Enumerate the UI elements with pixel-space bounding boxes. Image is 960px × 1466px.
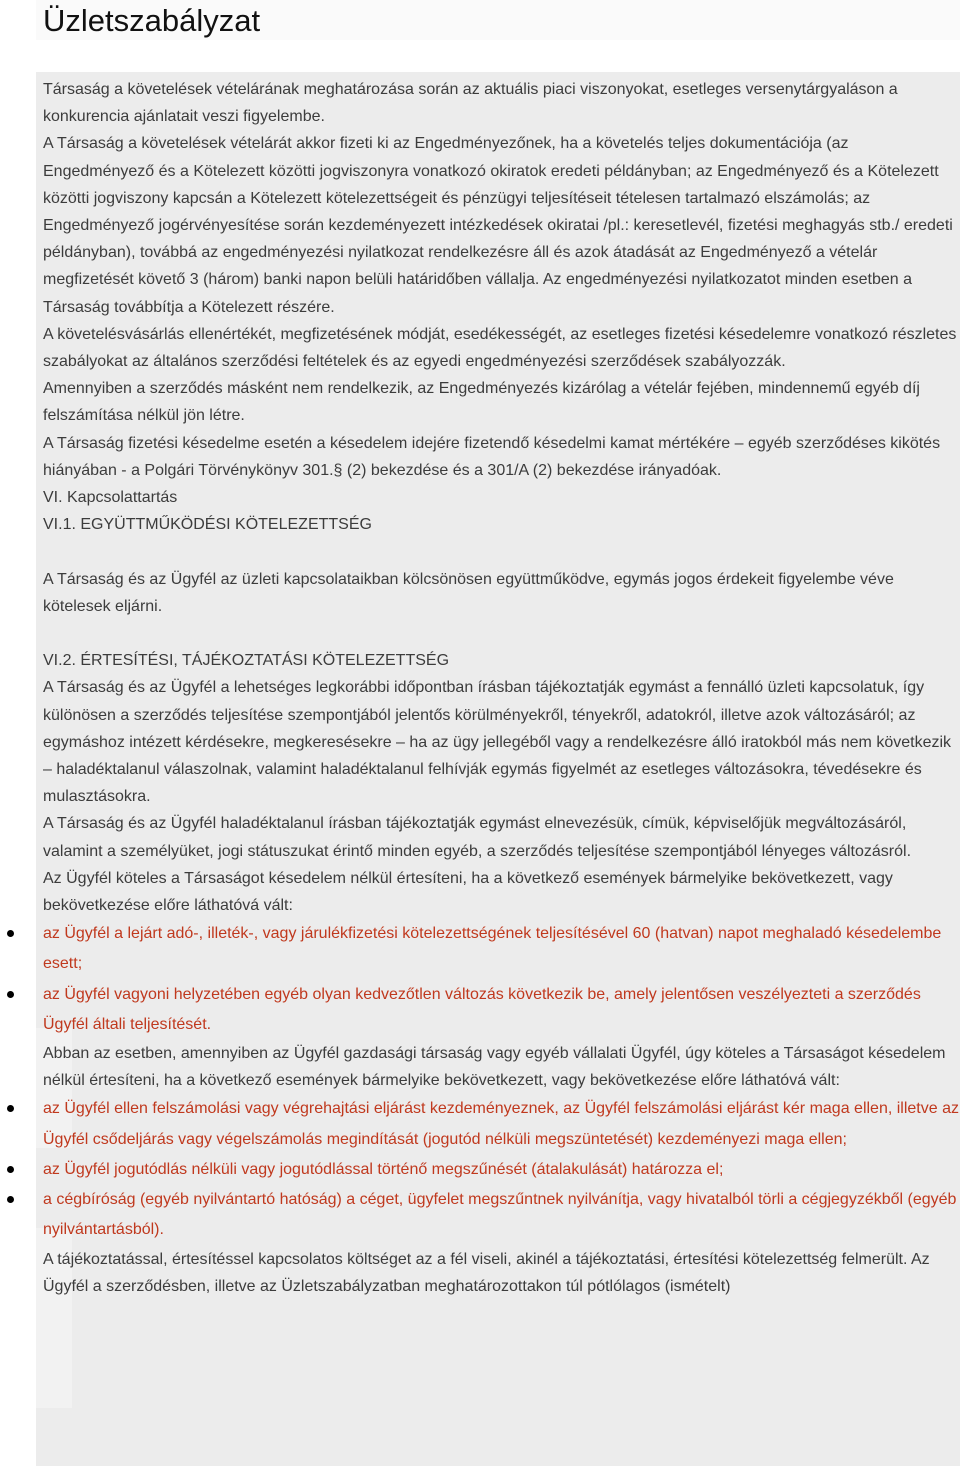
paragraph: A Társaság és az Ügyfél az üzleti kapcsolataikban kölcsönösen együttműködve, egymás jogos érdekeit figyelembe véve kötelesek eljárni. (43, 570, 894, 615)
list-item: a cégbíróság (egyéb nyilvántartó hatóság) a céget, ügyfelet megszűntnek nyilvánítja, vagy hivatalból törli a cégjegyzékből (egyéb nyilvántartásból). (43, 1185, 960, 1245)
bullet-list (43, 919, 960, 1040)
paragraph: Az Ügyfél köteles a Társaságot késedelem nélkül értesíteni, ha a következő események bármelyike bekövetkezett, vagy bekövetkezése előre láthatóvá vált: (43, 869, 893, 915)
paragraph: A Társaság és az Ügyfél haladéktalanul írásban tájékoztatják egymást elnevezésük, címük, képviselőjük megváltozásáról, valamint a személyüket, jogi státuszukat érintő minden egyéb, a szerződés teljesítése szempontjából lényeges változásról. (43, 815, 912, 860)
paragraph: A Társaság fizetési késedelme esetén a késedelem idejére fizetendő késedelmi kamat mértékére – egyéb szerződéses kikötés hiányában - a Polgári Törvénykönyv 301.§ (2) bekezdése és a 301/A (2) bekezdése irányadóak. (43, 434, 941, 479)
page-title: Üzletszabályzat (43, 3, 261, 38)
bullet-list (43, 1094, 960, 1245)
section-heading: VI. Kapcsolattartás (43, 489, 178, 507)
paragraph: Abban az esetben, amennyiben az Ügyfél gazdasági társaság vagy egyéb vállalati Ügyfél, úgy köteles a Társaságot késedelem nélkül értesíteni, ha a következő események bármelyike bekövetkezett, vagy bekövetkezése előre láthatóvá vált: (43, 1045, 946, 1090)
list-item: az Ügyfél vagyoni helyzetében egyéb olyan kedvezőtlen változás következik be, amely jelentősen veszélyezteti a szerződés Ügyfél általi teljesítését. (43, 980, 960, 1040)
list-item: az Ügyfél ellen felszámolási vagy végrehajtási eljárást kezdeményeznek, az Ügyfél felszámolási eljárást kér maga ellen, illetve az Ügyfél csődeljárás vagy végelszámolás megindítását (jogutód nélküli megszüntetését) kezdeményezi maga ellen; (43, 1094, 960, 1154)
paragraph: A Társaság és az Ügyfél a lehetséges legkorábbi időpontban írásban tájékoztatják egymást a fennálló üzleti kapcsolatuk, így különösen a szerződés teljesítése szempontjából jelentős körülményekről, tényekről, adatokról, illetve azok változásáról; az egymáshoz intézett kérdésekre, megkeresésekre – ha az ügy jellegéből vagy a rendelkezésre álló iratokból más nem következik – haladéktalanul válaszolnak, valamint haladéktalanul felhívják egymás figyelmét az esetleges változásokra, tévedésekre és mulasztásokra. (43, 679, 952, 806)
list-item: az Ügyfél jogutódlás nélküli vagy jogutódlással történő megszűnését (átalakulását) határozza el; (43, 1155, 960, 1185)
subsection-heading: VI.2. ÉRTESÍTÉSI, TÁJÉKOZTATÁSI KÖTELEZETTSÉG (43, 652, 450, 670)
paragraph: A Társaság a követelések vételárát akkor fizeti ki az Engedményezőnek, ha a követelés teljes dokumentációja (az Engedményező és a Kötelezett közötti jogviszonyra vonatkozó okiratok eredeti példányban; az Engedményező és a Kötelezett közötti jogviszony kapcsán a Kötelezett kötelezettségeit és pénzügyi teljesítéseit tételesen tartalmazó elszámolás; az Engedményező jogérvényesítése során kezdeményezett intézkedések okiratai /pl.: keresetlevél, fizetési meghagyás stb./ eredeti példányban), továbbá az engedményezési nyilatkozat rendelkezésre áll és azok átadását az Engedményező a vételár megfizetését követő 3 (három) banki napon belüli határidőben vállalja. Az engedményezési nyilatkozatot minden esetben a Társaság továbbítja a Kötelezett részére. (43, 135, 953, 316)
paragraph: A tájékoztatással, értesítéssel kapcsolatos költséget az a fél viseli, akinél a tájékoztatási, értesítési kötelezettség felmerült. Az Ügyfél a szerződésben, illetve az Üzletszabályzatban meghatározottakon túl pótlólagos (ismételt) (43, 1250, 930, 1295)
document-text (43, 76, 960, 1300)
paragraph: A követelésvásárlás ellenértékét, megfizetésének módját, esedékességét, az esetleges fizetési késedelemre vonatkozó részletes szabályokat az általános szerződési feltételek és az egyedi engedményezési szerződések szabályozzák. (43, 325, 957, 371)
paragraph: Társaság a követelések vételárának meghatározása során az aktuális piaci viszonyokat, esetleges versenytárgyaláson a konkurencia ajánlatait veszi figyelembe. (43, 81, 898, 126)
spacer (43, 620, 960, 647)
list-item: az Ügyfél a lejárt adó-, illeték-, vagy járulékfizetési kötelezettségének teljesítésével 60 (hatvan) napot meghaladó késedelembe esett; (43, 919, 960, 979)
spacer (43, 538, 960, 565)
paragraph: Amennyiben a szerződés másként nem rendelkezik, az Engedményezés kizárólag a vételár fejében, mindennemű egyéb díj felszámítása nélkül jön létre. (43, 380, 920, 425)
subsection-heading: VI.1. EGYÜTTMŰKÖDÉSI KÖTELEZETTSÉG (43, 516, 372, 534)
